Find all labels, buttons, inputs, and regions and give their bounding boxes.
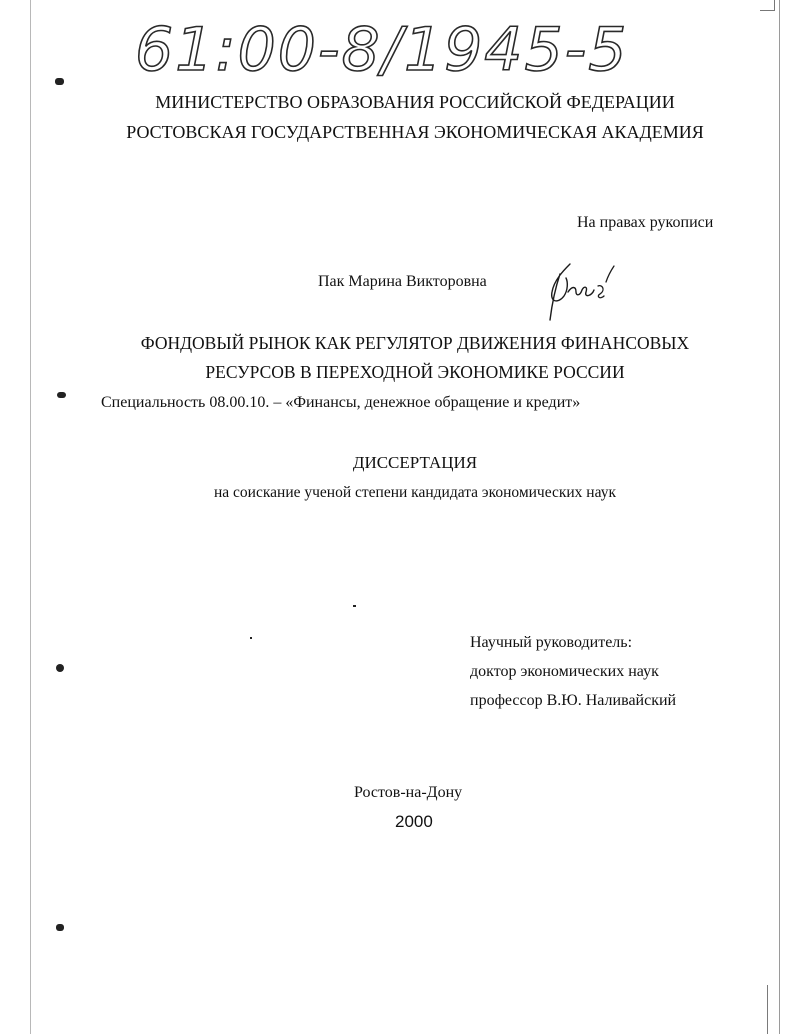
degree-line: на соискание ученой степени кандидата экономических наук bbox=[214, 484, 616, 501]
scan-speck bbox=[56, 924, 64, 931]
dissertation-title-line-1: ФОНДОВЫЙ РЫНОК КАК РЕГУЛЯТОР ДВИЖЕНИЯ ФИНАНСОВЫХ bbox=[140, 333, 690, 353]
scan-right-edge bbox=[779, 0, 780, 1034]
specialty-line: Специальность 08.00.10. – «Финансы, денежное обращение и кредит» bbox=[101, 394, 581, 411]
document-type-heading: ДИССЕРТАЦИЯ bbox=[352, 453, 478, 472]
supervisor-degree: доктор экономических наук bbox=[470, 663, 659, 680]
handwritten-archive-code bbox=[135, 8, 695, 88]
supervisor-name: профессор В.Ю. Наливайский bbox=[470, 692, 677, 709]
rights-note: На правах рукописи bbox=[577, 214, 714, 231]
scan-speck bbox=[250, 637, 252, 639]
scan-speck bbox=[55, 78, 64, 85]
year-line: 2000 bbox=[395, 812, 433, 831]
handwritten-code-text: 61:00-8/1945-5 bbox=[135, 15, 629, 85]
scan-right-bottom-edge bbox=[767, 985, 768, 1034]
scan-speck bbox=[353, 605, 356, 607]
author-signature bbox=[540, 256, 625, 326]
academy-heading: РОСТОВСКАЯ ГОСУДАРСТВЕННАЯ ЭКОНОМИЧЕСКАЯ АКАДЕМИЯ bbox=[126, 122, 704, 142]
scan-corner-mark bbox=[760, 0, 775, 11]
scan-speck bbox=[57, 392, 66, 398]
city-line: Ростов-на-Дону bbox=[354, 784, 463, 801]
author-name: Пак Марина Викторовна bbox=[318, 273, 487, 290]
supervisor-label: Научный руководитель: bbox=[470, 634, 633, 651]
ministry-heading: МИНИСТЕРСТВО ОБРАЗОВАНИЯ РОССИЙСКОЙ ФЕДЕРАЦИИ bbox=[155, 92, 675, 112]
scan-left-edge bbox=[30, 0, 31, 1034]
scan-speck bbox=[56, 664, 64, 672]
dissertation-title-line-2: РЕСУРСОВ В ПЕРЕХОДНОЙ ЭКОНОМИКЕ РОССИИ bbox=[205, 362, 625, 382]
